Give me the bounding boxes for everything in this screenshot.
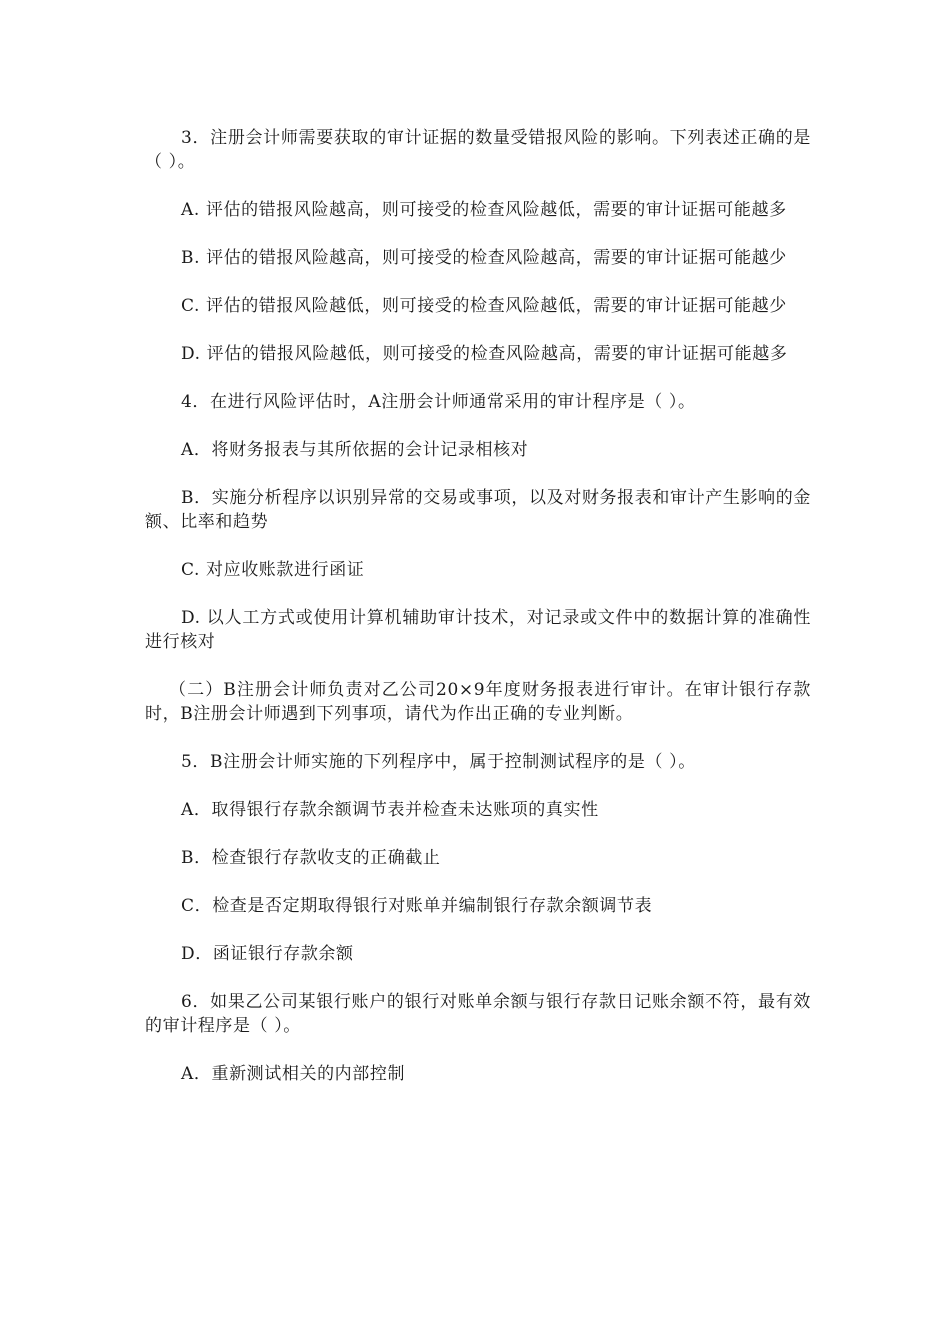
question-3-option-d: D. 评估的错报风险越低，则可接受的检查风险越高，需要的审计证据可能越多 [181,344,788,364]
question-3-option-b: B. 评估的错报风险越高，则可接受的检查风险越高，需要的审计证据可能越少 [181,248,787,268]
question-6-stem: 6．如果乙公司某银行账户的银行对账单余额与银行存款日记账余额不符，最有效的审计程序是（ ）。 [145,992,811,1036]
question-6-option-a: A．重新测试相关的内部控制 [181,1064,406,1084]
question-5-option-a: A．取得银行存款余额调节表并检查未达账项的真实性 [181,800,599,820]
section-2-intro: （二）B注册会计师负责对乙公司20×9年度财务报表进行审计。在审计银行存款时，B注册会计师遇到下列事项，请代为作出正确的专业判断。 [145,680,811,724]
question-4-stem: 4．在进行风险评估时，A注册会计师通常采用的审计程序是（ ）。 [181,392,696,412]
question-3-stem: 3．注册会计师需要获取的审计证据的数量受错报风险的影响。下列表述正确的是（ ）。 [145,128,811,172]
question-5-stem: 5．B注册会计师实施的下列程序中，属于控制测试程序的是（ ）。 [181,752,696,772]
question-4-option-c: C. 对应收账款进行函证 [181,560,365,580]
question-4-option-a: A．将财务报表与其所依据的会计记录相核对 [181,440,529,460]
question-4-option-b: B．实施分析程序以识别异常的交易或事项，以及对财务报表和审计产生影响的金额、比率和趋势 [145,488,811,532]
question-5-option-b: B．检查银行存款收支的正确截止 [181,848,441,868]
question-3-option-a: A. 评估的错报风险越高，则可接受的检查风险越低，需要的审计证据可能越多 [181,200,787,220]
question-5-option-d: D．函证银行存款余额 [181,944,354,964]
question-5-option-c: C．检查是否定期取得银行对账单并编制银行存款余额调节表 [181,896,653,916]
document-body [145,126,811,1110]
question-4-option-d: D. 以人工方式或使用计算机辅助审计技术，对记录或文件中的数据计算的准确性进行核对 [145,608,811,652]
question-3-option-c: C. 评估的错报风险越低，则可接受的检查风险越低，需要的审计证据可能越少 [181,296,787,316]
